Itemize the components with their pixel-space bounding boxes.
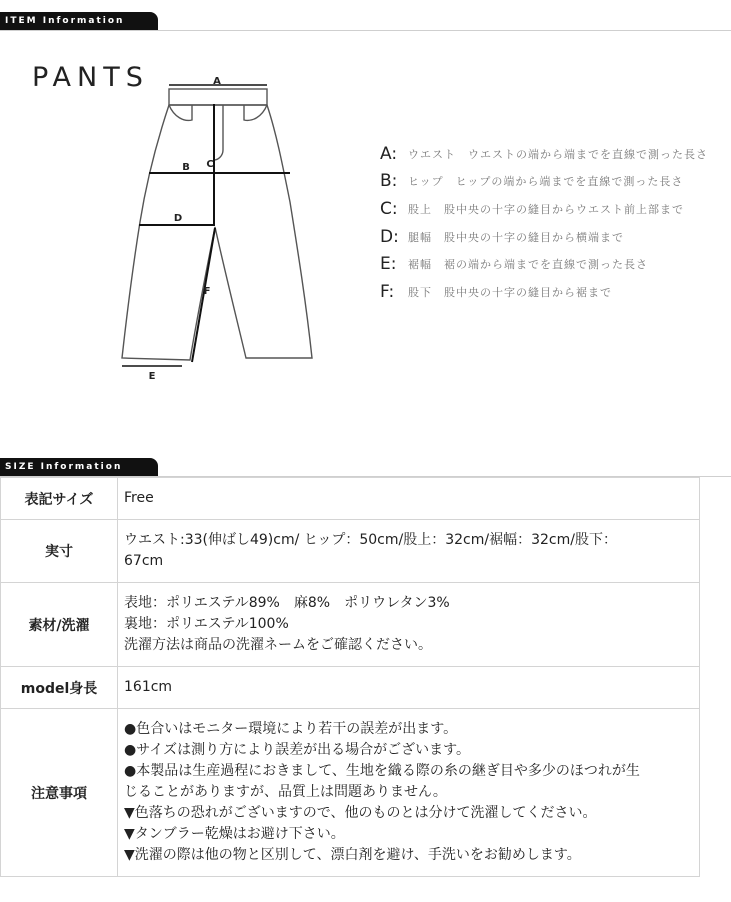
fly-seam: [214, 105, 223, 160]
value-line: ●サイズは測り方により誤差が出る場合がございます。: [124, 742, 470, 758]
value-line: 161cm: [124, 679, 173, 695]
legend-item-b: [380, 168, 708, 196]
value-line: 裏地：ポリエステル100%: [124, 616, 289, 632]
item-information-tab: ITEM Information: [0, 12, 158, 30]
row-value: [118, 709, 700, 877]
legend-letter: E:: [380, 254, 397, 275]
size-information-tab: SIZE Information: [0, 458, 158, 476]
row-value: [118, 667, 700, 709]
legend-item-a: [380, 140, 708, 168]
diagram-label-f: F: [203, 286, 211, 297]
row-label: model身長: [1, 667, 118, 709]
row-label: 注意事項: [1, 709, 118, 877]
value-line: ▼色落ちの恐れがございますので、他のものとは分けて洗濯してください。: [124, 805, 597, 821]
diagram-label-a: A: [213, 76, 221, 87]
value-line: Free: [124, 490, 154, 506]
legend-letter: F:: [380, 281, 395, 302]
diagram-label-d: D: [173, 213, 183, 224]
legend-letter: C:: [380, 198, 398, 219]
diagram-label-c: C: [206, 159, 214, 170]
legend-text: 腿幅 股中央の十字の縫目から横端まで: [408, 230, 624, 244]
left-pocket: [169, 105, 192, 120]
value-line: じることがありますが、品質上は問題ありません。: [124, 784, 447, 800]
value-line: ▼タンブラー乾燥はお避け下さい。: [124, 826, 345, 842]
legend-item-c: [380, 195, 708, 223]
row-label: 実寸: [1, 520, 118, 583]
section-divider: [0, 30, 731, 31]
row-value: [118, 583, 700, 667]
table-row: [1, 709, 700, 877]
legend-text: ウエスト ウエストの端から端までを直線で測った長さ: [408, 147, 708, 161]
table-row: [1, 478, 700, 520]
diagram-label-e: E: [148, 371, 156, 382]
value-line: 洗濯方法は商品の洗濯ネームをご確認ください。: [124, 637, 432, 653]
legend-item-d: [380, 223, 708, 251]
pants-diagram: [110, 72, 330, 392]
table-row: [1, 667, 700, 709]
legend-text: 股下 股中央の十字の縫目から裾まで: [408, 285, 612, 299]
right-pocket: [244, 105, 267, 120]
pants-outline: [122, 105, 312, 360]
legend-letter: B:: [380, 171, 398, 192]
legend-item-f: [380, 278, 708, 306]
legend-text: 裾幅 裾の端から端までを直線で測った長さ: [408, 258, 648, 272]
value-line: 表地：ポリエステル89% 麻8% ポリウレタン3%: [124, 595, 450, 611]
value-line: ●色合いはモニター環境により若干の誤差が出ます。: [124, 721, 458, 737]
legend-item-e: [380, 250, 708, 278]
row-label: 素材/洗濯: [1, 583, 118, 667]
diagram-label-b: B: [182, 162, 190, 173]
pants-title: PANTS: [32, 62, 149, 93]
row-value: [118, 478, 700, 520]
pants-waistband: [169, 89, 267, 105]
row-label: 表記サイズ: [1, 478, 118, 520]
value-line: ●本製品は生産過程におきまして、生地を織る際の糸の継ぎ目や多少のほつれが生: [124, 763, 640, 779]
value-line: 67cm: [124, 553, 164, 569]
table-row: [1, 583, 700, 667]
row-value: [118, 520, 700, 583]
legend-text: ヒップ ヒップの端から端までを直線で測った長さ: [408, 175, 684, 189]
legend-letter: A:: [380, 143, 398, 164]
value-line: ウエスト:33(伸ばし49)cm/ ヒップ：50cm/股上：32cm/裾幅：32cm/股下：: [124, 532, 617, 548]
legend-letter: D:: [380, 226, 399, 247]
value-line: ▼洗濯の際は他の物と区別して、漂白剤を避け、手洗いをお勧めします。: [124, 847, 581, 863]
size-table: [0, 477, 700, 877]
measurement-legend: [380, 140, 708, 306]
legend-text: 股上 股中央の十字の縫目からウエスト前上部まで: [408, 202, 684, 216]
table-row: [1, 520, 700, 583]
